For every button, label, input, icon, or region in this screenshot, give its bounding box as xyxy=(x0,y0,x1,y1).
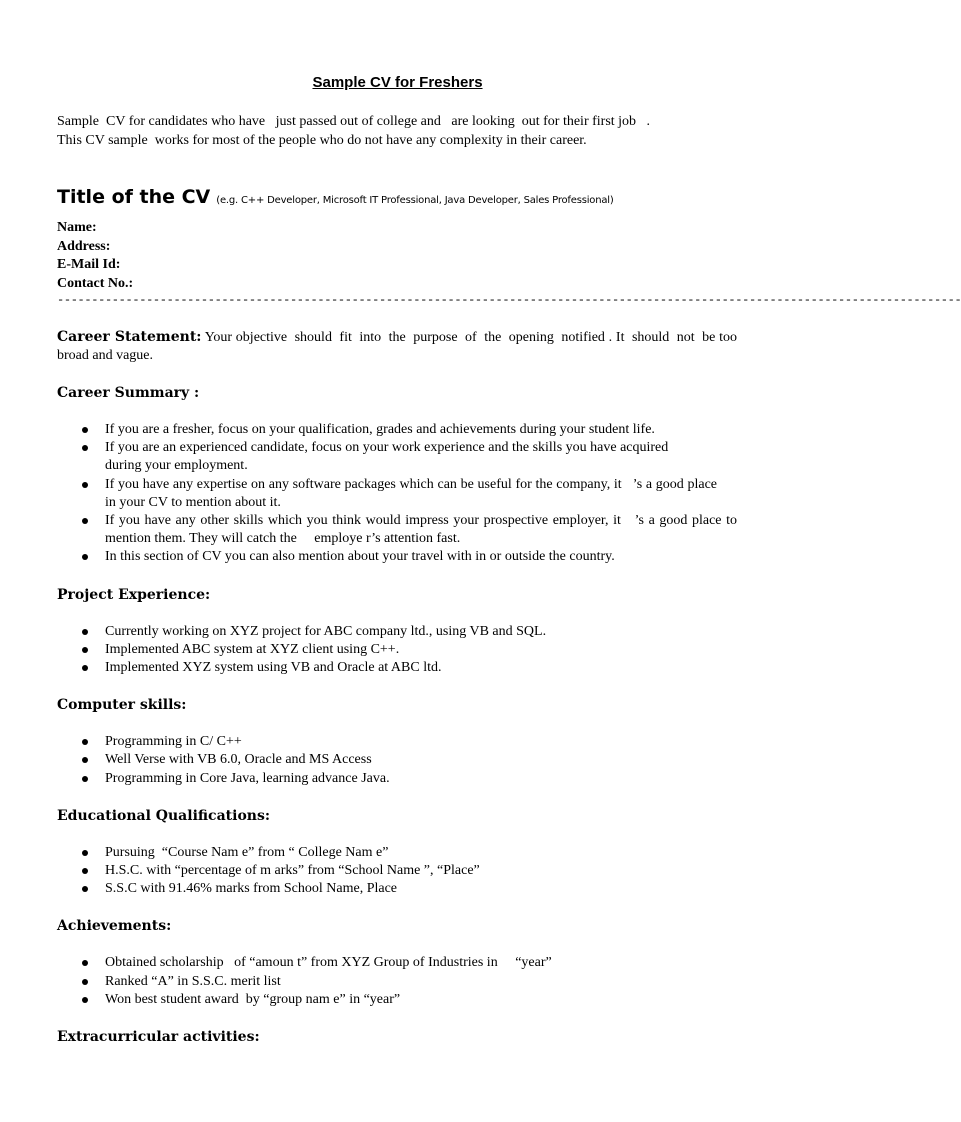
list-item xyxy=(57,476,737,512)
list-item xyxy=(57,548,737,566)
section-heading: Career Summary : xyxy=(57,385,200,401)
list-item-text: Obtained scholarship of “amoun t” from XYZ Group of Industries in “year” xyxy=(105,955,552,971)
section-heading: Computer skills: xyxy=(57,697,187,714)
list-item xyxy=(57,512,741,548)
intro-paragraph xyxy=(57,112,737,150)
bullet-icon xyxy=(82,647,88,653)
section-educational-qualifications xyxy=(57,807,737,899)
list-item xyxy=(57,439,737,475)
contact-block xyxy=(57,219,737,293)
bullet-icon xyxy=(82,518,88,524)
list-item xyxy=(57,623,737,641)
list-item xyxy=(57,641,737,659)
list-item xyxy=(57,862,737,880)
contact-name-label: Name: xyxy=(57,220,97,235)
bullet-icon xyxy=(82,445,88,451)
list-item xyxy=(57,659,737,677)
section-computer-skills xyxy=(57,696,737,788)
section-heading: Educational Qualifications: xyxy=(57,807,271,824)
list-item xyxy=(57,954,737,972)
section-heading: Achievements: xyxy=(57,918,172,935)
list-item xyxy=(57,880,737,898)
cv-title-hint: (e.g. C++ Developer, Microsoft IT Professional, Java Developer, Sales Professional) xyxy=(216,195,614,206)
document-title: Sample CV for Freshers xyxy=(312,74,483,91)
list-item-text: Implemented ABC system at XYZ client using C++. xyxy=(105,641,400,657)
section-career-summary xyxy=(57,384,741,567)
list-item xyxy=(57,733,737,751)
list-item xyxy=(57,991,737,1009)
bullet-list xyxy=(57,954,737,1009)
bullet-list xyxy=(57,623,737,678)
bullet-list xyxy=(57,733,737,788)
contact-phone-label: Contact No.: xyxy=(57,275,134,291)
bullet-icon xyxy=(82,868,88,874)
bullet-list xyxy=(57,844,737,899)
list-item-text: Well Verse with VB 6.0, Oracle and MS Access xyxy=(105,752,372,768)
bullet-icon xyxy=(82,757,88,763)
list-item xyxy=(57,973,737,991)
list-item-text: H.S.C. with “percentage of m arks” from “School Name ”, “Place” xyxy=(105,863,480,879)
list-item xyxy=(57,421,737,439)
list-item-text: Ranked “A” in S.S.C. merit list xyxy=(105,973,281,989)
list-item xyxy=(57,751,737,769)
intro-line: This CV sample works for most of the people who do not have any complexity in their career. xyxy=(57,133,587,148)
bullet-icon xyxy=(82,886,88,892)
list-item-text: If you are an experienced candidate, focus on your work experience and the skills you have acquired during your employment. xyxy=(105,440,669,474)
bullet-icon xyxy=(82,776,88,782)
list-item xyxy=(57,770,737,788)
list-item-text: If you have any expertise on any software packages which can be useful for the company, it ’s a good place in your CV to mention about it. xyxy=(105,476,721,510)
list-item-text: Currently working on XYZ project for ABC company ltd., using VB and SQL. xyxy=(105,623,547,639)
intro-line: Sample CV for candidates who have just passed out of college and are looking out for their first job . xyxy=(57,114,651,129)
divider-line: ------------------------------------------------------------------------------------------------------------------------------------ xyxy=(57,293,961,307)
list-item xyxy=(57,844,737,862)
contact-email-label: E-Mail Id: xyxy=(57,257,121,272)
section-achievements xyxy=(57,917,737,1009)
bullet-icon xyxy=(82,554,88,560)
section-heading: Extracurricular activities: xyxy=(57,1029,260,1046)
bullet-list xyxy=(57,421,741,567)
list-item-text: Won best student award by “group nam e” in “year” xyxy=(105,991,401,1007)
list-item-text: If you are a fresher, focus on your qualification, grades and achievements during your student life. xyxy=(105,422,655,437)
section-extracurricular xyxy=(57,1028,737,1046)
bullet-icon xyxy=(82,979,88,985)
bullet-icon xyxy=(82,482,88,488)
bullet-icon xyxy=(82,960,88,966)
contact-address-label: Address: xyxy=(57,238,111,254)
cv-page xyxy=(57,74,961,1046)
bullet-icon xyxy=(82,850,88,856)
cv-title-row xyxy=(57,186,737,216)
list-item-text: In this section of CV you can also mention about your travel with in or outside the country. xyxy=(105,549,615,565)
bullet-icon xyxy=(82,997,88,1003)
list-item-text: If you have any other skills which you think would impress your prospective employer, it ’s a good place to mention them. They will catch the employe r’s attention fast. xyxy=(105,513,741,547)
bullet-icon xyxy=(82,665,88,671)
bullet-icon xyxy=(82,427,88,433)
list-item-text: Pursuing “Course Nam e” from “ College Nam e” xyxy=(105,844,389,860)
list-item-text: Programming in C/ C++ xyxy=(105,734,242,750)
list-item-text: Programming in Core Java, learning advance Java. xyxy=(105,770,390,786)
section-project-experience xyxy=(57,586,737,678)
list-item-text: S.S.C with 91.46% marks from School Name, Place xyxy=(105,881,398,897)
career-statement xyxy=(57,328,741,365)
bullet-icon xyxy=(82,629,88,635)
list-item-text: Implemented XYZ system using VB and Oracle at ABC ltd. xyxy=(105,660,442,676)
section-heading: Project Experience: xyxy=(57,586,211,603)
career-statement-label: Career Statement: xyxy=(57,329,202,345)
career-statement-text: Your objective should fit into the purpose of the opening notified . It should not be too broad and vague. xyxy=(57,330,741,363)
cv-title: Title of the CV xyxy=(57,186,211,208)
bullet-icon xyxy=(82,739,88,745)
